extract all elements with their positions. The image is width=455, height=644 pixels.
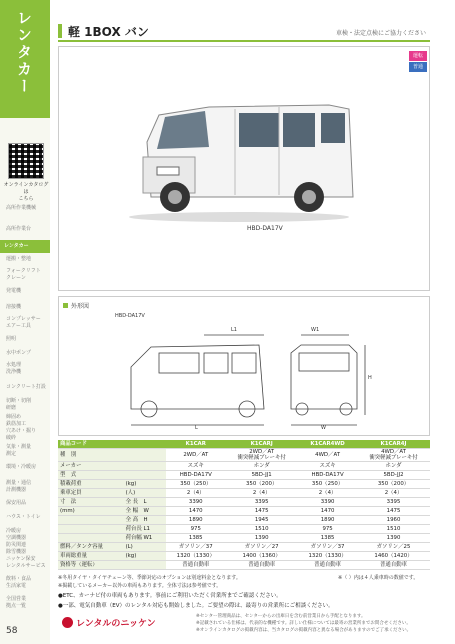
spec-cell: 975 (166, 525, 225, 534)
spec-cell: 2（4） (357, 489, 430, 498)
sidebar-item[interactable]: 環境・冷暖房 (6, 464, 37, 470)
spec-cell: 350（200） (357, 480, 430, 489)
spec-row-sublabel (124, 462, 167, 471)
page-header (58, 20, 430, 42)
spec-cell: 2（4） (225, 489, 298, 498)
spec-row-label: 燃料／タンク容量 (58, 543, 124, 552)
spec-cell: 3390 (298, 498, 357, 507)
company-logo (62, 616, 156, 629)
dim-w1: W1 (311, 327, 320, 333)
spec-cell: スズキ (298, 462, 357, 471)
spec-table (58, 440, 430, 570)
table-row (58, 552, 430, 561)
spec-row-label: 乗車定員 (58, 489, 124, 498)
spec-cell: 1400（1360） (225, 552, 298, 561)
exterior-drawing (59, 297, 431, 437)
spec-cell: 3395 (225, 498, 298, 507)
sidebar-item[interactable]: 気象・測量 測定 (6, 444, 32, 457)
footnote-small-1: ※センター管理商品は、センターからの出庫日を含む前営業日から手配となります。 (196, 614, 366, 619)
dim-h: H (368, 375, 372, 381)
spec-cell: 1510 (225, 525, 298, 534)
spec-cell: 1470 (298, 507, 357, 516)
sidebar-item[interactable]: 切断・切削 研磨 (6, 398, 32, 411)
spec-cell: ガソリン／27 (225, 543, 298, 552)
van-photo (59, 47, 431, 222)
sidebar-item[interactable]: ハウス・トイレ (6, 514, 41, 520)
spec-header-code: K1CAR4J (357, 440, 430, 449)
spec-cell: 2（4） (298, 489, 357, 498)
exterior-label-text: 外形図 (71, 303, 90, 310)
spec-row-sublabel: 全 長 L (124, 498, 167, 507)
table-row (58, 534, 430, 543)
spec-cell: 2WD／AT (166, 449, 225, 462)
table-row (58, 516, 430, 525)
spec-cell: 1960 (357, 516, 430, 525)
spec-row-label: 型 式 (58, 471, 124, 480)
spec-cell: HBD-DA17V (298, 471, 357, 480)
spec-cell: 1385 (166, 534, 225, 543)
sidebar-item[interactable]: コンプレッサー エアー工具 (6, 316, 41, 329)
spec-cell: 1510 (357, 525, 430, 534)
sidebar-item[interactable]: 水中ポンプ (6, 350, 32, 356)
spec-cell: 350（250） (166, 480, 225, 489)
spec-row-sublabel: 全 高 H (124, 516, 167, 525)
spec-cell: 普通自動車 (225, 561, 298, 570)
spec-row-label (58, 525, 124, 534)
spec-header-label: 商品コード (58, 440, 166, 449)
spec-cell: 1945 (225, 516, 298, 525)
sidebar-item[interactable]: 冷暖房 空調機器 (6, 528, 27, 541)
spec-row-sublabel: 荷台長 L1 (124, 525, 167, 534)
spec-cell: 3395 (357, 498, 430, 507)
spec-header-code: K1CAR4WD (298, 440, 357, 449)
spec-cell: 1460（1420） (357, 552, 430, 561)
sidebar-item[interactable]: レンタカー (0, 240, 50, 253)
sidebar-item[interactable]: 全国営業 拠点一覧 (6, 596, 27, 609)
spec-row-sublabel: 荷台幅 W1 (124, 534, 167, 543)
vehicle-photo-panel (58, 46, 430, 291)
spec-row-sublabel: (kg) (124, 480, 167, 489)
sidebar-item[interactable]: 溶接機 (6, 304, 22, 310)
spec-cell: 普通自動車 (298, 561, 357, 570)
sidebar-item[interactable]: 高所作業台 (6, 226, 32, 232)
header-note: 車検・法定点検にご協力ください (335, 30, 426, 37)
spec-row-sublabel (124, 561, 167, 570)
sidebar-item[interactable]: 水処理 洗浄機 (6, 362, 22, 375)
spec-cell: 普通自動車 (357, 561, 430, 570)
logo-mark-icon (62, 617, 73, 628)
table-row (58, 543, 430, 552)
spec-cell: 1890 (166, 516, 225, 525)
spec-row-label: 資格等（運転） (58, 561, 124, 570)
spec-cell: 2WD／AT 衝突軽減ブレーキ付 (225, 449, 298, 462)
table-row (58, 507, 430, 516)
footnote-small-2: ※記載されている仕様は、代表的な機種です。詳しい仕様については最寄の営業所までお問合せください。 (196, 621, 411, 626)
sidebar-item[interactable]: 防災関連 除雪機器 (6, 542, 27, 555)
spec-row-label: 種 別 (58, 449, 124, 462)
sidebar-item[interactable]: 保安用品 (6, 500, 27, 506)
spec-cell: 975 (298, 525, 357, 534)
page-number: 58 (6, 626, 18, 636)
spec-row-sublabel: (L) (124, 543, 167, 552)
table-row (58, 498, 430, 507)
spec-row-label: 寸 法 (58, 498, 124, 507)
sidebar-item[interactable]: コンクリート打設 (6, 384, 46, 390)
spec-cell: 1475 (225, 507, 298, 516)
dim-l: L (195, 425, 198, 431)
header-accent (58, 24, 62, 38)
footnote-1b: ※（ ）内は４人乗車時の数値です。 (338, 575, 419, 581)
sidebar-item[interactable]: 発電機 (6, 288, 22, 294)
dim-l1: L1 (231, 327, 237, 333)
spec-cell: ガソリン／37 (298, 543, 357, 552)
spec-cell: ガソリン／25 (357, 543, 430, 552)
spec-cell: 1390 (357, 534, 430, 543)
qr-caption: オンラインカタログは こちら (3, 182, 49, 202)
footnote-2: ※掲載しているメーカー以外の車両もあります。全体寸法は参考値です。 (58, 583, 222, 589)
qr-code-icon[interactable] (8, 143, 44, 179)
spec-cell: 1890 (298, 516, 357, 525)
spec-row-label: (mm) (58, 507, 124, 516)
photo-caption: HBD-DA17V (247, 225, 283, 232)
license-badge-top: 運転 (409, 51, 427, 61)
spec-row-sublabel: 全 幅 W (124, 507, 167, 516)
sidebar-item[interactable]: 高所作業機械 (6, 205, 37, 211)
spec-header-code: K1CARJ (225, 440, 298, 449)
sidebar-item[interactable]: 締固め 鉄筋加工 (6, 414, 27, 427)
spec-row-label (58, 534, 124, 543)
page-title: 軽 1BOX バン (68, 25, 149, 39)
spec-cell: スズキ (166, 462, 225, 471)
spec-cell: 5BD-JJ1 (225, 471, 298, 480)
spec-header-row (58, 440, 430, 449)
sidebar-item[interactable]: フォークリフト クレーン (6, 268, 41, 281)
sidebar-item[interactable]: 照明 (6, 336, 17, 342)
footnote-small-3: ※オンラインカタログの掲載内容は、当カタログの掲載内容と異なる場合がありますのでご了承ください。 (196, 628, 412, 633)
spec-cell: 3390 (166, 498, 225, 507)
table-row (58, 561, 430, 570)
exterior-diagram-panel (58, 296, 430, 436)
spec-cell: 1320（1330） (166, 552, 225, 561)
spec-cell: 4WD／AT 衝突軽減ブレーキ付 (357, 449, 430, 462)
spec-row-label: 積載荷重 (58, 480, 124, 489)
spec-cell: 1385 (298, 534, 357, 543)
spec-row-label: メーカー (58, 462, 124, 471)
spec-cell: 1390 (225, 534, 298, 543)
table-row (58, 480, 430, 489)
sidebar (0, 0, 50, 644)
footnote-etc: ●ETC、カーナビ付の車両もあります。事前にご利用いただく営業所までご確認ください。 (58, 593, 282, 599)
spec-cell: 1320（1330） (298, 552, 357, 561)
spec-row-sublabel: (kg) (124, 552, 167, 561)
spec-cell: 350（200） (225, 480, 298, 489)
spec-cell: 4WD／AT (298, 449, 357, 462)
spec-cell: 350（250） (298, 480, 357, 489)
sidebar-item[interactable]: 穴あけ・掘り 破砕 (6, 428, 37, 441)
sidebar-item[interactable]: 測量・通信 計測機器 (6, 480, 32, 493)
spec-row-label (58, 516, 124, 525)
spec-cell: ホンダ (357, 462, 430, 471)
sidebar-item[interactable]: 運搬・整地 (6, 256, 32, 262)
spec-cell: ホンダ (225, 462, 298, 471)
sidebar-item[interactable]: ニッケン保安 レンタルサービス (6, 556, 46, 569)
table-row (58, 471, 430, 480)
spec-row-sublabel: (人) (124, 489, 167, 498)
exterior-model: HBD-DA17V (115, 313, 145, 319)
table-row (58, 489, 430, 498)
spec-row-sublabel (124, 449, 167, 462)
license-badge-bottom: 普通 (409, 62, 427, 72)
spec-cell: 1470 (166, 507, 225, 516)
table-row (58, 525, 430, 534)
table-row (58, 462, 430, 471)
spec-header-code: K1CAR (166, 440, 225, 449)
section-title: レンタカー (15, 10, 33, 95)
spec-cell: 2（4） (166, 489, 225, 498)
spec-cell: HBD-DA17V (166, 471, 225, 480)
spec-cell: 普通自動車 (166, 561, 225, 570)
spec-cell: 1475 (357, 507, 430, 516)
spec-row-label: 車両総重量 (58, 552, 124, 561)
table-row (58, 449, 430, 462)
sidebar-item[interactable]: 飲料・食品 生活家電 (6, 576, 32, 589)
dim-w: W (321, 425, 326, 431)
footnote-ev: ●一部、電気自動車（EV）のレンタル対応も開始しました。ご要望の際は、最寄りの営業所にご相談ください。 (58, 603, 334, 609)
spec-cell: ガソリン／37 (166, 543, 225, 552)
section-tab (0, 0, 50, 118)
spec-row-sublabel (124, 471, 167, 480)
footnote-1: ※冬用タイヤ・タイヤチェーン等、季節対応のオプションは別途料金となります。 (58, 575, 241, 581)
logo-text: レンタルのニッケン (76, 619, 156, 629)
spec-cell: 5BD-JJ2 (357, 471, 430, 480)
